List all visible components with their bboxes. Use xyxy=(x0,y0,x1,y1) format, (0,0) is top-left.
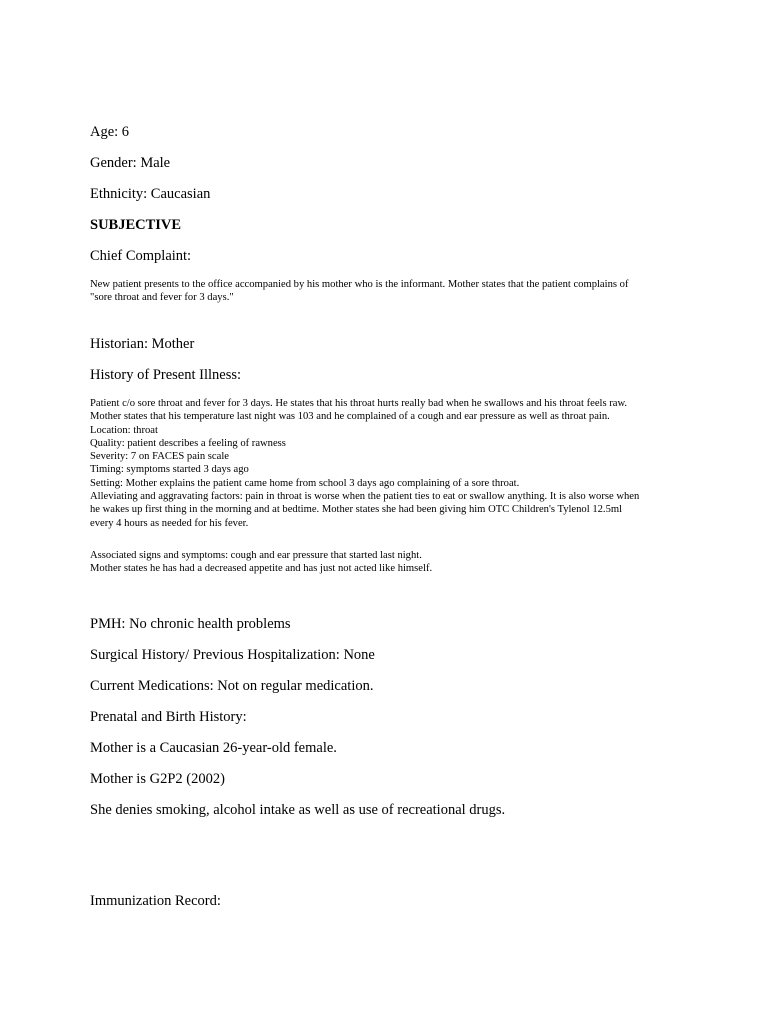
prenatal-history-label: Prenatal and Birth History: xyxy=(90,709,247,725)
hpi-line: Quality: patient describes a feeling of rawness xyxy=(90,437,286,449)
mother-gp-line: Mother is G2P2 (2002) xyxy=(90,771,225,787)
hpi-line: every 4 hours as needed for his fever. xyxy=(90,517,249,529)
mother-age-line: Mother is a Caucasian 26-year-old female. xyxy=(90,740,337,756)
associated-line: Mother states he has had a decreased appetite and has just not acted like himself. xyxy=(90,563,433,575)
subjective-heading: SUBJECTIVE xyxy=(90,217,182,233)
hpi-line: Alleviating and aggravating factors: pain in throat is worse when the patient ties to eat or swallow anything. It is also worse when xyxy=(90,491,640,503)
chief-complaint-text xyxy=(90,278,690,305)
chief-complaint-label: Chief Complaint: xyxy=(90,248,192,264)
chief-complaint-line: "sore throat and fever for 3 days." xyxy=(90,292,234,304)
mother-denies-line: She denies smoking, alcohol intake as well as use of recreational drugs. xyxy=(90,802,506,818)
hpi-line: Mother states that his temperature last night was 103 and he complained of a cough and ear pressure as well as throat pain. xyxy=(90,411,610,423)
chief-complaint-line: New patient presents to the office accompanied by his mother who is the informant. Mother states that the patient complains of xyxy=(90,279,629,290)
hpi-line: he wakes up first thing in the morning and at bedtime. Mother states she had been giving him OTC Children's Tylenol 12.5ml xyxy=(90,504,623,516)
age-line: Age: 6 xyxy=(90,124,130,140)
hpi-line: Timing: symptoms started 3 days ago xyxy=(90,464,249,476)
associated-line: Associated signs and symptoms: cough and ear pressure that started last night. xyxy=(90,550,422,561)
hpi-label: History of Present Illness: xyxy=(90,367,242,383)
hpi-text xyxy=(90,397,690,530)
current-medications-line: Current Medications: Not on regular medication. xyxy=(90,678,374,694)
hpi-line: Setting: Mother explains the patient came home from school 3 days ago complaining of a sore throat. xyxy=(90,477,520,489)
pmh-line: PMH: No chronic health problems xyxy=(90,616,291,632)
gender-line: Gender: Male xyxy=(90,155,171,171)
associated-symptoms-text xyxy=(90,549,690,576)
historian-line: Historian: Mother xyxy=(90,336,195,352)
surgical-history-line: Surgical History/ Previous Hospitalization: None xyxy=(90,647,375,663)
immunization-record-label: Immunization Record: xyxy=(90,893,221,909)
hpi-line: Severity: 7 on FACES pain scale xyxy=(90,451,229,463)
ethnicity-line: Ethnicity: Caucasian xyxy=(90,186,211,202)
hpi-line: Location: throat xyxy=(90,424,158,436)
hpi-line: Patient c/o sore throat and fever for 3 days. He states that his throat hurts really bad when he swallows and his throat feels raw. xyxy=(90,398,628,409)
